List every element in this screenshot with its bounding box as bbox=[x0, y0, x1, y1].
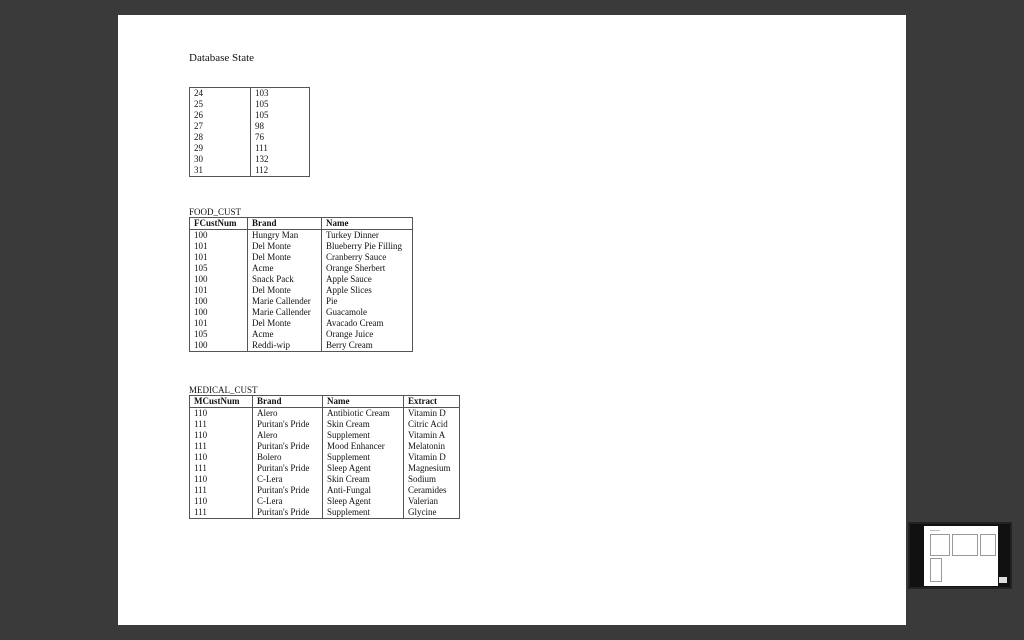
numbers-table-row bbox=[190, 99, 310, 110]
food-cust-row bbox=[190, 285, 413, 296]
medical-cust-cell: 111 bbox=[190, 485, 253, 496]
food-cust-row bbox=[190, 340, 413, 352]
page-thumbnail-navigator[interactable] bbox=[908, 522, 1012, 589]
medical-cust-cell: Puritan's Pride bbox=[253, 463, 323, 474]
medical-cust-cell: Melatonin bbox=[404, 441, 460, 452]
numbers-table-cell: 28 bbox=[190, 132, 251, 143]
numbers-table-row bbox=[190, 88, 310, 100]
medical-cust-cell: Supplement bbox=[323, 452, 404, 463]
food-cust-row bbox=[190, 263, 413, 274]
medical-cust-cell: Puritan's Pride bbox=[253, 419, 323, 430]
medical-cust-row bbox=[190, 441, 460, 452]
food-cust-row bbox=[190, 241, 413, 252]
food-cust-cell: Del Monte bbox=[248, 241, 322, 252]
medical-cust-cell: Vitamin D bbox=[404, 407, 460, 419]
food-cust-row bbox=[190, 307, 413, 318]
food-cust-cell: 105 bbox=[190, 263, 248, 274]
food-cust-cell: Del Monte bbox=[248, 252, 322, 263]
food-cust-cell: 100 bbox=[190, 340, 248, 352]
food-cust-cell: Del Monte bbox=[248, 318, 322, 329]
food-cust-cell: 101 bbox=[190, 252, 248, 263]
numbers-table-cell: 111 bbox=[251, 143, 310, 154]
food-cust-cell: Snack Pack bbox=[248, 274, 322, 285]
numbers-table-cell: 76 bbox=[251, 132, 310, 143]
food-cust-cell: 101 bbox=[190, 241, 248, 252]
medical-cust-row bbox=[190, 452, 460, 463]
medical-cust-cell: Skin Cream bbox=[323, 419, 404, 430]
numbers-table-cell: 105 bbox=[251, 110, 310, 121]
medical-cust-row bbox=[190, 507, 460, 519]
food-cust-cell: 100 bbox=[190, 274, 248, 285]
medical-cust-cell: Vitamin D bbox=[404, 452, 460, 463]
food-cust-cell: Orange Juice bbox=[322, 329, 413, 340]
medical-cust-cell: Sodium bbox=[404, 474, 460, 485]
food-cust-cell: Marie Callender bbox=[248, 296, 322, 307]
medical-cust-column-header: Extract bbox=[404, 396, 460, 408]
medical-cust-row bbox=[190, 496, 460, 507]
food-cust-cell: 101 bbox=[190, 318, 248, 329]
numbers-table bbox=[189, 87, 310, 177]
medical-cust-cell: 110 bbox=[190, 474, 253, 485]
numbers-table-cell: 27 bbox=[190, 121, 251, 132]
medical-cust-cell: Sleep Agent bbox=[323, 463, 404, 474]
food-cust-cell: 100 bbox=[190, 296, 248, 307]
medical-cust-cell: Supplement bbox=[323, 507, 404, 519]
numbers-table-cell: 103 bbox=[251, 88, 310, 100]
medical-cust-row bbox=[190, 485, 460, 496]
food-cust-header-row bbox=[190, 218, 413, 230]
food-cust-cell: Acme bbox=[248, 329, 322, 340]
numbers-table-cell: 26 bbox=[190, 110, 251, 121]
food-cust-cell: Acme bbox=[248, 263, 322, 274]
food-cust-cell: Marie Callender bbox=[248, 307, 322, 318]
medical-cust-cell: Alero bbox=[253, 430, 323, 441]
medical-cust-cell: 110 bbox=[190, 452, 253, 463]
medical-cust-cell: 111 bbox=[190, 419, 253, 430]
food-cust-cell: Pie bbox=[322, 296, 413, 307]
medical-cust-cell: Anti-Fungal bbox=[323, 485, 404, 496]
food-cust-column-header: FCustNum bbox=[190, 218, 248, 230]
medical-cust-cell: Sleep Agent bbox=[323, 496, 404, 507]
numbers-table-cell: 105 bbox=[251, 99, 310, 110]
medical-cust-cell: Magnesium bbox=[404, 463, 460, 474]
numbers-table-cell: 30 bbox=[190, 154, 251, 165]
page-title: Database State bbox=[189, 52, 255, 64]
medical-cust-row bbox=[190, 463, 460, 474]
food-cust-column-header: Brand bbox=[248, 218, 322, 230]
medical-cust-header-row bbox=[190, 396, 460, 408]
medical-cust-cell: Puritan's Pride bbox=[253, 507, 323, 519]
numbers-table-row bbox=[190, 132, 310, 143]
medical-cust-cell: Bolero bbox=[253, 452, 323, 463]
food-cust-cell: Blueberry Pie Filling bbox=[322, 241, 413, 252]
medical-cust-cell: Alero bbox=[253, 407, 323, 419]
food-cust-row bbox=[190, 318, 413, 329]
medical-cust-cell: Valerian bbox=[404, 496, 460, 507]
food-cust-row bbox=[190, 229, 413, 241]
numbers-table-row bbox=[190, 165, 310, 177]
medical-cust-table bbox=[189, 395, 460, 519]
medical-cust-caption: MEDICAL_CUST bbox=[189, 385, 258, 395]
medical-cust-row bbox=[190, 430, 460, 441]
numbers-table-cell: 31 bbox=[190, 165, 251, 177]
numbers-table-cell: 25 bbox=[190, 99, 251, 110]
numbers-table-row bbox=[190, 121, 310, 132]
food-cust-column-header: Name bbox=[322, 218, 413, 230]
medical-cust-cell: Puritan's Pride bbox=[253, 441, 323, 452]
food-cust-cell: Berry Cream bbox=[322, 340, 413, 352]
medical-cust-cell: C-Lera bbox=[253, 474, 323, 485]
medical-cust-cell: 111 bbox=[190, 463, 253, 474]
medical-cust-cell: 110 bbox=[190, 407, 253, 419]
medical-cust-column-header: Name bbox=[323, 396, 404, 408]
document-page bbox=[118, 15, 906, 625]
food-cust-cell: 100 bbox=[190, 229, 248, 241]
numbers-table-row bbox=[190, 143, 310, 154]
food-cust-row bbox=[190, 252, 413, 263]
medical-cust-row bbox=[190, 419, 460, 430]
numbers-table-cell: 132 bbox=[251, 154, 310, 165]
medical-cust-cell: C-Lera bbox=[253, 496, 323, 507]
food-cust-cell: Orange Sherbert bbox=[322, 263, 413, 274]
food-cust-row bbox=[190, 274, 413, 285]
thumbnail-page[interactable] bbox=[924, 526, 998, 586]
food-cust-cell: Hungry Man bbox=[248, 229, 322, 241]
food-cust-cell: Guacamole bbox=[322, 307, 413, 318]
food-cust-row bbox=[190, 296, 413, 307]
food-cust-table bbox=[189, 217, 413, 352]
food-cust-cell: Cranberry Sauce bbox=[322, 252, 413, 263]
medical-cust-cell: Supplement bbox=[323, 430, 404, 441]
food-cust-cell: Del Monte bbox=[248, 285, 322, 296]
medical-cust-cell: Glycine bbox=[404, 507, 460, 519]
medical-cust-cell: 110 bbox=[190, 496, 253, 507]
medical-cust-cell: Puritan's Pride bbox=[253, 485, 323, 496]
medical-cust-cell: 111 bbox=[190, 507, 253, 519]
medical-cust-cell: Ceramides bbox=[404, 485, 460, 496]
medical-cust-cell: Skin Cream bbox=[323, 474, 404, 485]
food-cust-cell: 101 bbox=[190, 285, 248, 296]
medical-cust-row bbox=[190, 407, 460, 419]
numbers-table-row bbox=[190, 110, 310, 121]
numbers-table-row bbox=[190, 154, 310, 165]
medical-cust-row bbox=[190, 474, 460, 485]
numbers-table-cell: 98 bbox=[251, 121, 310, 132]
food-cust-cell: Apple Sauce bbox=[322, 274, 413, 285]
medical-cust-cell: Mood Enhancer bbox=[323, 441, 404, 452]
medical-cust-cell: 111 bbox=[190, 441, 253, 452]
food-cust-cell: Reddi-wip bbox=[248, 340, 322, 352]
thumbnail-toggle-button[interactable] bbox=[999, 577, 1007, 583]
food-cust-cell: 100 bbox=[190, 307, 248, 318]
medical-cust-cell: Vitamin A bbox=[404, 430, 460, 441]
numbers-table-cell: 112 bbox=[251, 165, 310, 177]
medical-cust-cell: 110 bbox=[190, 430, 253, 441]
numbers-table-cell: 24 bbox=[190, 88, 251, 100]
food-cust-cell: Turkey Dinner bbox=[322, 229, 413, 241]
medical-cust-cell: Antibiotic Cream bbox=[323, 407, 404, 419]
food-cust-cell: Avacado Cream bbox=[322, 318, 413, 329]
numbers-table-cell: 29 bbox=[190, 143, 251, 154]
medical-cust-cell: Citric Acid bbox=[404, 419, 460, 430]
medical-cust-column-header: Brand bbox=[253, 396, 323, 408]
food-cust-cell: 105 bbox=[190, 329, 248, 340]
food-cust-cell: Apple Slices bbox=[322, 285, 413, 296]
food-cust-row bbox=[190, 329, 413, 340]
medical-cust-column-header: MCustNum bbox=[190, 396, 253, 408]
food-cust-caption: FOOD_CUST bbox=[189, 207, 242, 217]
